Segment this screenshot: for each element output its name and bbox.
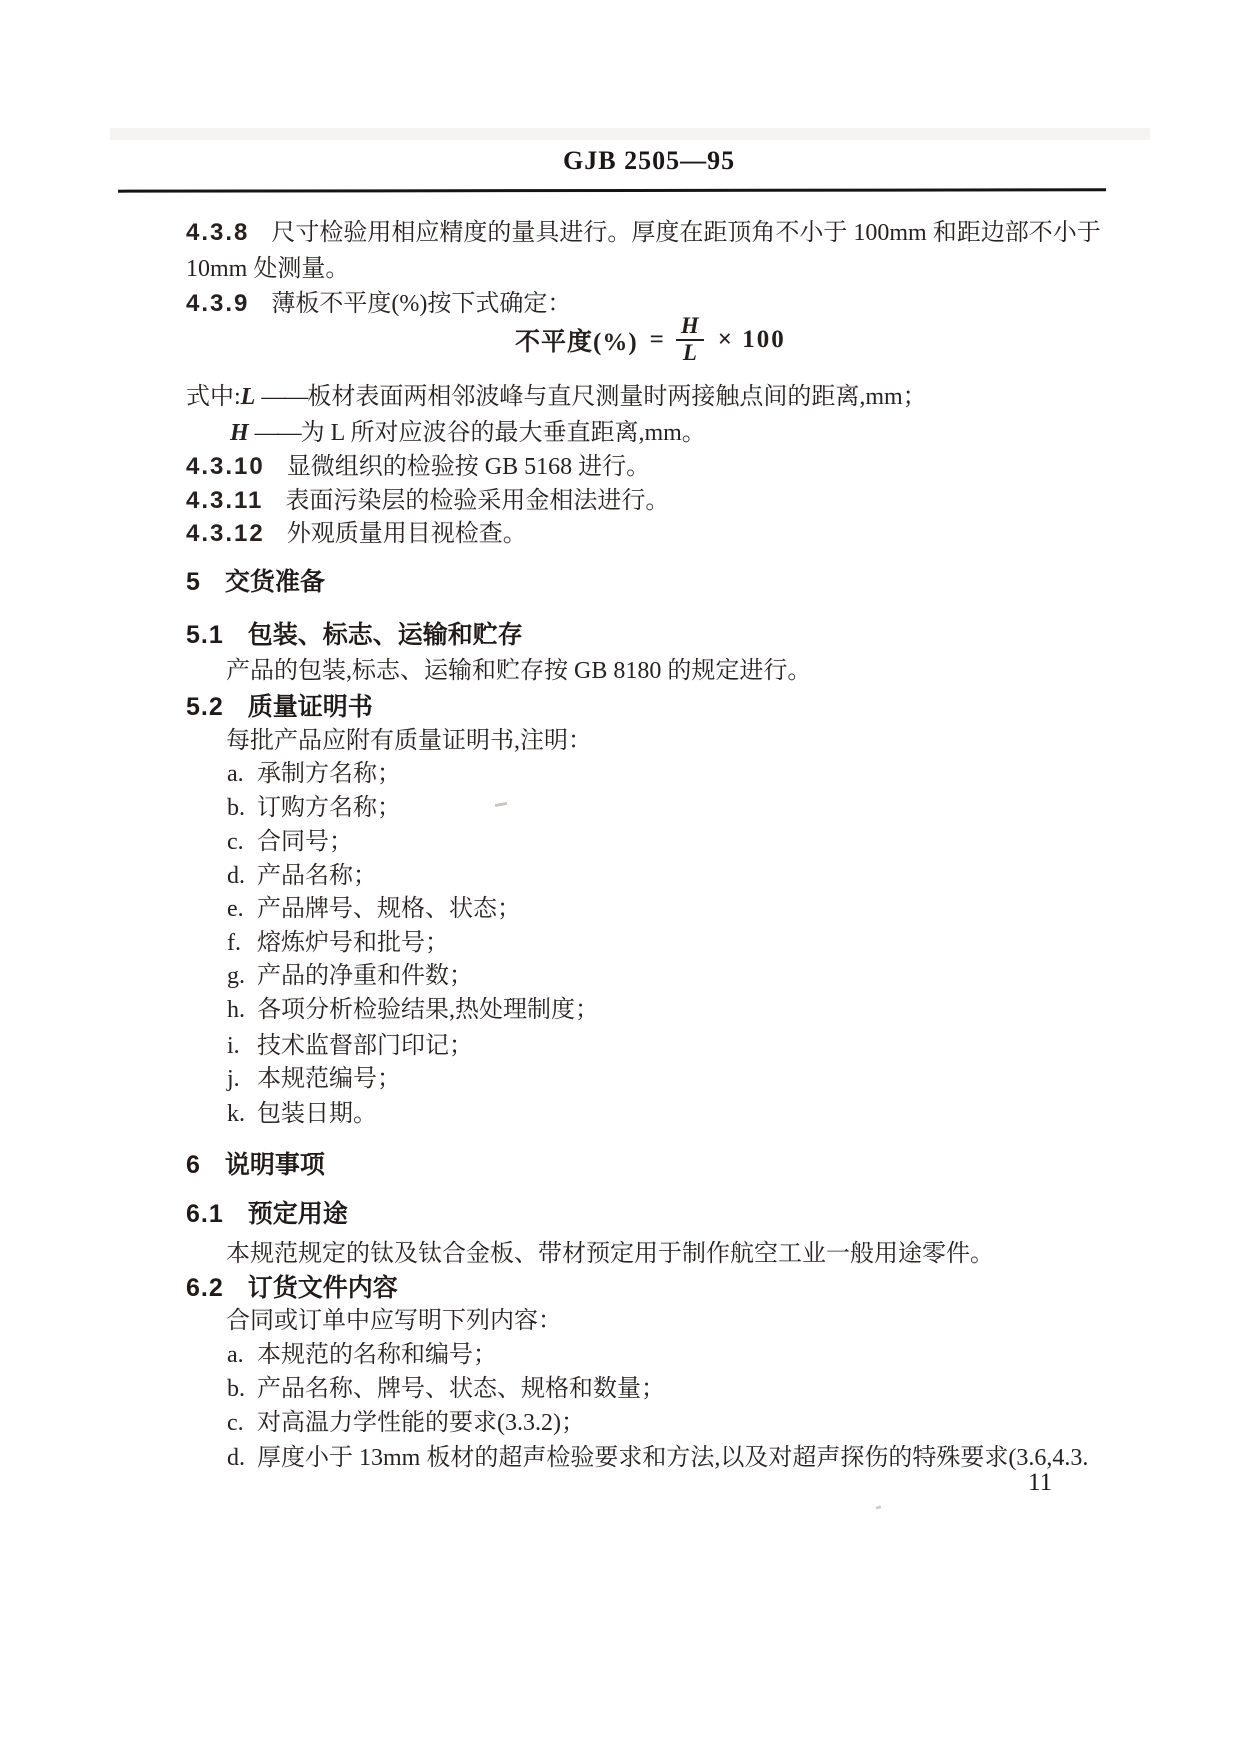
symbol-L: L bbox=[240, 384, 256, 410]
clause-4-3-8-line2 bbox=[186, 254, 349, 284]
clause-4-3-11 bbox=[186, 486, 669, 516]
order-item-a bbox=[227, 1340, 497, 1370]
section-6-number: 6 bbox=[186, 1151, 201, 1179]
section-5-1-heading bbox=[186, 620, 523, 650]
cert-item-g-label: g. bbox=[227, 963, 245, 989]
section-6-title: 说明事项 bbox=[224, 1151, 325, 1179]
order-item-b bbox=[227, 1374, 665, 1404]
clause-4-3-12-number: 4.3.12 bbox=[186, 520, 265, 547]
section-6-2-title: 订货文件内容 bbox=[247, 1274, 398, 1302]
clause-4-3-9-text: 薄板不平度(%)按下式确定： bbox=[271, 291, 572, 317]
cert-item-k-text: 包装日期。 bbox=[257, 1101, 377, 1127]
section-5-2-body-text: 每批产品应附有质量证明书,注明： bbox=[226, 728, 592, 754]
cert-item-k bbox=[227, 1099, 377, 1129]
cert-item-c-label: c. bbox=[227, 829, 244, 855]
cert-item-e-text: 产品牌号、规格、状态； bbox=[257, 896, 521, 922]
clause-4-3-8-text: 尺寸检验用相应精度的量具进行。厚度在距顶角不小于 100mm 和距边部不小于 bbox=[271, 220, 1101, 246]
order-item-d-text: 厚度小于 13mm 板材的超声检验要求和方法,以及对超声探伤的特殊要求(3.6,4.3. bbox=[257, 1445, 1089, 1471]
section-6-1-title: 预定用途 bbox=[247, 1200, 348, 1228]
order-item-b-text: 产品名称、牌号、状态、规格和数量； bbox=[257, 1376, 665, 1402]
section-5-2-number: 5.2 bbox=[186, 693, 224, 721]
clause-4-3-10-text: 显微组织的检验按 GB 5168 进行。 bbox=[286, 454, 651, 480]
section-6-2-body-text: 合同或订单中应写明下列内容： bbox=[226, 1308, 562, 1334]
order-item-a-text: 本规范的名称和编号； bbox=[257, 1342, 497, 1368]
clause-4-3-10-number: 4.3.10 bbox=[186, 453, 265, 480]
section-6-2-number: 6.2 bbox=[186, 1274, 224, 1302]
cert-item-i-label: i. bbox=[227, 1033, 240, 1059]
cert-item-h-label: h. bbox=[227, 997, 245, 1023]
section-5-heading bbox=[186, 567, 325, 597]
section-5-2-heading bbox=[186, 692, 373, 722]
cert-item-j-text: 本规范编号； bbox=[257, 1066, 401, 1092]
cert-item-a-label: a. bbox=[227, 761, 244, 787]
section-6-1-body-text: 本规范规定的钛及钛合金板、带材预定用于制作航空工业一般用途零件。 bbox=[226, 1241, 994, 1267]
clause-4-3-11-number: 4.3.11 bbox=[186, 487, 264, 514]
cert-item-h bbox=[227, 995, 599, 1025]
cert-item-j-label: j. bbox=[227, 1066, 240, 1092]
scan-artifact-dot bbox=[876, 1505, 882, 1509]
flatness-formula bbox=[515, 314, 786, 365]
cert-item-c-text: 合同号； bbox=[257, 829, 353, 855]
section-6-1-heading bbox=[186, 1199, 348, 1229]
section-5-2-title: 质量证明书 bbox=[247, 693, 373, 721]
section-6-heading bbox=[186, 1150, 325, 1180]
cert-item-a bbox=[227, 759, 401, 789]
where-h-dash: —— bbox=[254, 420, 301, 446]
cert-item-d-text: 产品名称； bbox=[257, 863, 377, 889]
where-l-text: 板材表面两相邻波峰与直尺测量时两接触点间的距离,mm； bbox=[307, 384, 927, 410]
section-5-number: 5 bbox=[186, 568, 201, 596]
where-h-text: 为 L 所对应波谷的最大垂直距离,mm。 bbox=[300, 420, 706, 446]
doc-number-header: GJB 2505—95 bbox=[563, 146, 736, 175]
section-5-1-body-text: 产品的包装,标志、运输和贮存按 GB 8180 的规定进行。 bbox=[226, 658, 812, 684]
formula-denominator: L bbox=[676, 339, 704, 365]
cert-item-c bbox=[227, 827, 353, 857]
formula-multiplier: × 100 bbox=[717, 325, 786, 353]
section-6-1-body bbox=[226, 1239, 994, 1269]
order-item-d bbox=[227, 1443, 1088, 1473]
page-number: 11 bbox=[1028, 1469, 1053, 1496]
formula-fraction bbox=[674, 314, 706, 365]
section-6-2-heading bbox=[186, 1273, 398, 1303]
cert-item-g-text: 产品的净重和件数； bbox=[257, 963, 473, 989]
clause-4-3-8-text-cont: 10mm 处测量。 bbox=[186, 256, 350, 282]
cert-item-f-text: 熔炼炉号和批号； bbox=[257, 930, 449, 956]
cert-item-g bbox=[227, 961, 473, 991]
formula-equals: = bbox=[649, 325, 664, 353]
cert-item-h-text: 各项分析检验结果,热处理制度； bbox=[257, 997, 599, 1023]
section-6-1-number: 6.1 bbox=[186, 1200, 224, 1228]
section-5-1-title: 包装、标志、运输和贮存 bbox=[247, 621, 523, 649]
scan-artifact-dash bbox=[495, 802, 507, 807]
cert-item-d bbox=[227, 861, 377, 891]
section-5-1-number: 5.1 bbox=[186, 621, 224, 649]
order-item-c-text: 对高温力学性能的要求(3.3.2)； bbox=[257, 1410, 585, 1436]
section-5-1-body bbox=[226, 656, 811, 686]
clause-4-3-12-text: 外观质量用目视检查。 bbox=[286, 521, 527, 547]
cert-item-b-text: 订购方名称； bbox=[257, 795, 401, 821]
cert-item-f-label: f. bbox=[227, 930, 241, 956]
header-rule bbox=[118, 188, 1106, 192]
cert-item-a-text: 承制方名称； bbox=[257, 761, 401, 787]
order-item-a-label: a. bbox=[227, 1342, 244, 1368]
where-l-dash: —— bbox=[261, 384, 308, 410]
clause-4-3-12 bbox=[186, 519, 527, 549]
clause-4-3-9-number: 4.3.9 bbox=[186, 290, 250, 317]
order-item-b-label: b. bbox=[227, 1376, 245, 1402]
clause-4-3-11-text: 表面污染层的检验采用金相法进行。 bbox=[285, 488, 670, 514]
cert-item-e-label: e. bbox=[227, 896, 244, 922]
cert-item-b bbox=[227, 793, 401, 823]
cert-item-k-label: k. bbox=[227, 1101, 245, 1127]
clause-4-3-8-line1 bbox=[186, 218, 1101, 248]
formula-numerator: H bbox=[680, 313, 699, 338]
order-item-c-label: c. bbox=[227, 1410, 244, 1436]
formula-where-h bbox=[230, 418, 706, 448]
cert-item-b-label: b. bbox=[227, 795, 245, 821]
section-5-2-body bbox=[226, 726, 592, 756]
scan-artifact-band bbox=[110, 128, 1150, 140]
order-item-c bbox=[227, 1408, 585, 1438]
where-prefix: 式中: bbox=[186, 384, 241, 410]
formula-where-l bbox=[186, 382, 927, 412]
cert-item-i bbox=[227, 1031, 473, 1061]
order-item-d-label: d. bbox=[227, 1445, 245, 1471]
symbol-H: H bbox=[230, 420, 249, 446]
cert-item-j bbox=[227, 1064, 401, 1094]
section-5-title: 交货准备 bbox=[224, 568, 325, 596]
cert-item-e bbox=[227, 894, 521, 924]
formula-lhs: 不平度(%) bbox=[515, 328, 638, 356]
clause-4-3-8-number: 4.3.8 bbox=[186, 219, 250, 246]
clause-4-3-9 bbox=[186, 289, 571, 319]
clause-4-3-10 bbox=[186, 452, 650, 482]
cert-item-d-label: d. bbox=[227, 863, 245, 889]
cert-item-i-text: 技术监督部门印记； bbox=[257, 1033, 473, 1059]
section-6-2-body bbox=[226, 1306, 562, 1336]
cert-item-f bbox=[227, 928, 449, 958]
